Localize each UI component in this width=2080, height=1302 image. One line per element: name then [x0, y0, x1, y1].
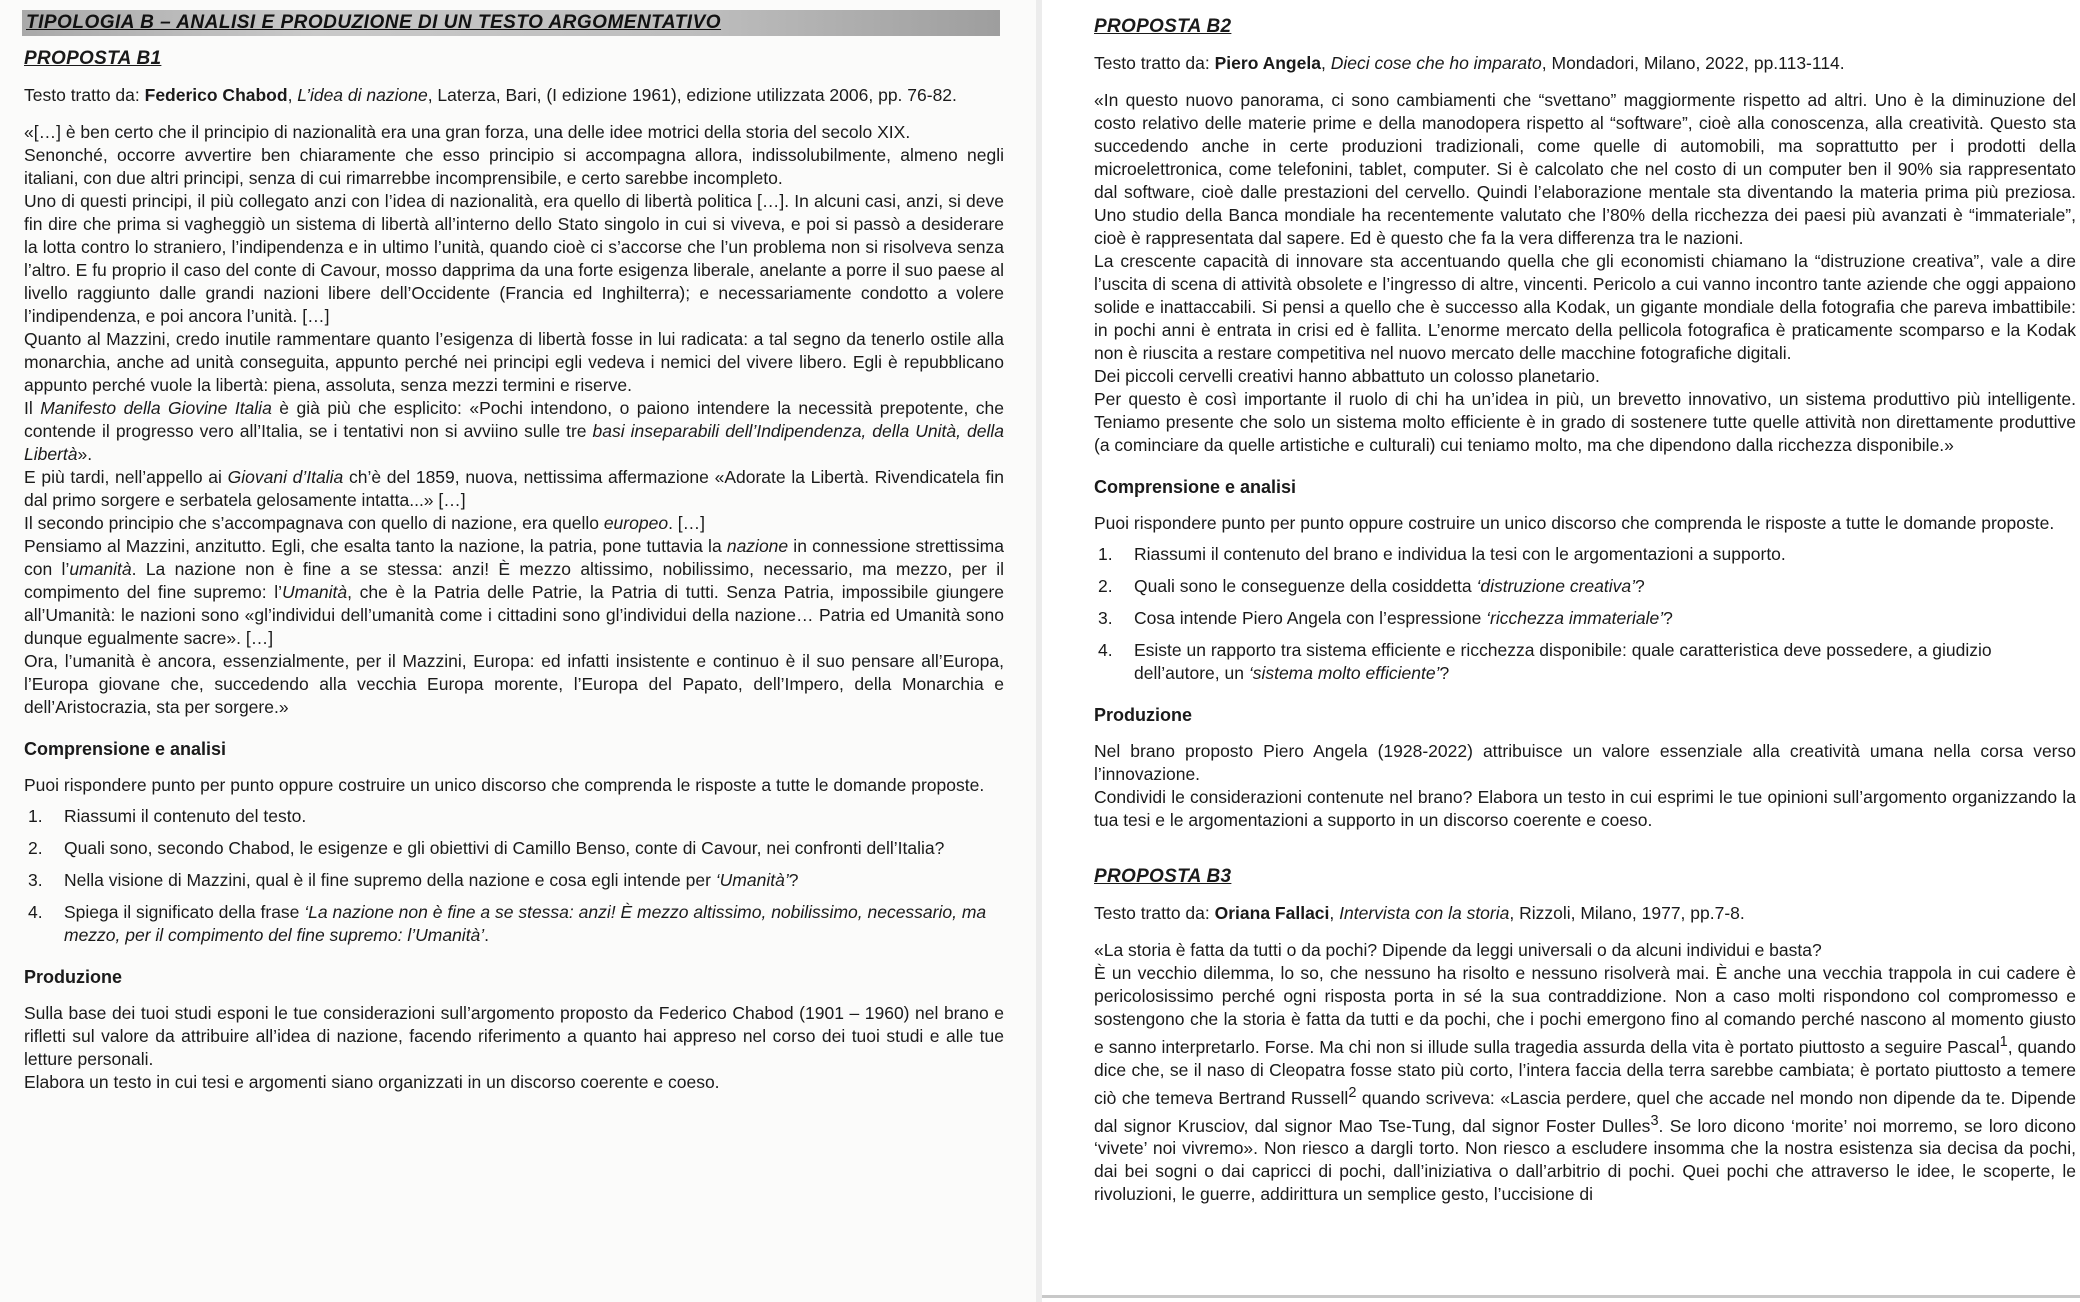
b2-paragraph: La crescente capacità di innovare sta accentuando quella che gli economisti chiamano la “distruzione creativa”, vale a dire l’uscita di scena di attività obsolete e l’ingresso di altre, vincenti. Pericolo a cui vanno incontro tante aziende che oggi appaiono solide e inattaccabili. Si pensi a quello che è successo alla Kodak, un gigante mondiale della fotografia che pareva imbattibile: in pochi anni è entrata in crisi ed è fallita. L’enorme mercato della pellicola fotografica è praticamente scomparso e la Kodak non è riuscita a restare competitiva nel nuovo mercato delle macchine fotografiche digitali.	[1094, 251, 2076, 363]
left-page	[0, 0, 1036, 1302]
b1-questions	[24, 805, 1004, 947]
right-page	[1042, 0, 2080, 1302]
left-page-content	[24, 10, 1004, 1094]
source-title: L’idea di nazione	[297, 85, 428, 105]
right-page-content	[1094, 14, 2076, 1206]
b1-paragraph: Senonché, occorre avvertire ben chiaramente che esso principio si accompagna allora, indissolubilmente, almeno negli italiani, con due altri principi, senza di cui rimarrebbe incomprensibile, e certo sarebbe incompleto.	[24, 145, 1004, 188]
b2-question: 3. Cosa intende Piero Angela con l’espressione ‘ricchezza immateriale’?	[1098, 608, 1673, 628]
b1-paragraph-last: Ora, l’umanità è ancora, essenzialmente, per il Mazzini, Europa: ed infatti insistente e continuo è il suo pensare all’Europa, l’Europa giovane che, succedendo alla vecchia Europa morente, l’Europa del Papato, dell’Impero, della Monarchia e dell’Aristocrazia, sta per sorgere.»	[24, 651, 1004, 717]
b3-paragraph: È un vecchio dilemma, lo so, che nessuno ha risolto e nessuno risolverà mai. È anche una vecchia trappola in cui cadere è pericolosissimo perché ogni risposta porta in sé la sua contraddizione. Non a caso molti rispondono col compromesso e sostengono che la storia è fatta da tutti e da pochi, che i pochi emergono fino al comando perché nascono al momento giusto e sanno interpretarlo. Forse. Ma chi non si illude sulla tragedia assurda della vita è portato piuttosto a seguire Pascal$^1$, quando dice che, se il naso di Cleopatra fosse stato più corto, l’intera faccia della terra sarebbe cambiata; è portato piuttosto a temere ciò che temeva Bertrand Russell$^2$ quando scriveva: «Lascia perdere, quel che accade nel mondo non dipende da te. Dipende dal signor Krusciov, dal signor Mao Tse-Tung, dal signor Foster Dulles$^3$. Se loro dicono ‘morite’ noi morremo, se loro dicono ‘vivete’ noi vivremo». Non riesco a dargli torto. Non riesco a escludere insomma che la nostra esistenza sia decisa da pochi, dai bei sogni o dai capricci di pochi, dall’iniziativa o dall’arbitrio di pochi. Quei pochi che attraverso le idee, le scoperte, le rivoluzioni, le guerre, addirittura un semplice gesto, l’uccisione di	[1094, 963, 2077, 1205]
proposal-b2-source: Testo tratto da: Piero Angela, Dieci cose che ho imparato, Mondadori, Milano, 2022, pp.113-114.	[1094, 53, 1845, 73]
b1-question: 3. Nella visione di Mazzini, qual è il fine supremo della nazione e cosa egli intende per ‘Umanità’?	[28, 870, 799, 890]
b2-paragraph: Per questo è così importante il ruolo di chi ha un’idea in più, un brevetto innovativo, un sistema produttivo più intelligente. Teniamo presente che solo un sistema molto efficiente è in grado di sostenere tutte quelle attività non direttamente produttive (a cominciare da quelle artistiche e culturali) cui teniamo molto, ma che dipendono dalla ricchezza disponibile.»	[1094, 389, 2076, 455]
b1-paragraph: «[…] è ben certo che il principio di nazionalità era una gran forza, una delle idee motrici della storia del secolo XIX.	[24, 122, 911, 142]
proposal-b3-title: PROPOSTA B3	[1094, 866, 1232, 887]
b1-comprehension-heading: Comprensione e analisi	[24, 739, 227, 759]
section-banner	[22, 10, 1000, 36]
b1-paragraph: Uno di questi principi, il più collegato anzi con l’idea di nazionalità, era quello di libertà politica […]. In alcuni casi, anzi, si deve fin dire che prima si vagheggiò un sistema di libertà all’interno dello Stato singolo in cui si viveva, e poi si passò a desiderare la lotta contro lo straniero, l’indipendenza e in ultimo l’unità, quando cioè ci s’accorse che l’un problema non si risolveva senza l’altro. E fu proprio il caso del conte di Cavour, mosso dapprima da una forte esigenza liberale, anelante a porre il suo paese al livello raggiunto dalle grandi nazioni libere dell’Occidente (Francia ed Inghilterra); e necessariamente condotto a volere l’indipendenza, e poi ancora l’unità. […]	[24, 191, 1004, 326]
source-rest: , Laterza, Bari, (I edizione 1961), edizione utilizzata 2006, pp. 76-82.	[427, 85, 957, 105]
b1-production-text: Elabora un testo in cui tesi e argomenti siano organizzati in un discorso coerente e coeso.	[24, 1072, 720, 1092]
b1-question: 2. Quali sono, secondo Chabod, le esigenze e gli obiettivi di Camillo Benso, conte di Cavour, nei confronti dell’Italia?	[28, 838, 945, 858]
b3-paragraph: «La storia è fatta da tutti o da pochi? Dipende da leggi universali o da alcuni individui e basta?	[1094, 940, 1822, 960]
b2-paragraph: Dei piccoli cervelli creativi hanno abbattuto un colosso planetario.	[1094, 366, 1600, 386]
b2-production-text: Condividi le considerazioni contenute nel brano? Elabora un testo in cui esprimi le tue opinioni sull’argomento organizzando la tua tesi e le argomentazioni a supporto in un discorso coerente e coeso.	[1094, 787, 2076, 830]
b1-paragraph-appello: E più tardi, nell’appello ai Giovani d’Italia ch’è del 1859, nuova, nettissima affermazione «Adorate la Libertà. Rivendicatela fin dal primo sorgere e serbatela gelosamente intatta...» […]	[24, 467, 1004, 510]
b1-paragraph-pensiamo: Pensiamo al Mazzini, anzitutto. Egli, che esalta tanto la nazione, la patria, pone tuttavia la nazione in connessione strettissima con l’umanità. La nazione non è fine a se stessa: anzi! È mezzo altissimo, nobilissimo, necessario, ma mezzo, per il compimento del fine supremo: l’Umanità, che è la Patria delle Patrie, la Patria di tutti. Senza Patria, impossibile giungere all’Umanità: le nazioni sono «gl’individui dell’umanità come i cittadini sono gl’individui della nazione… Patria ed Umanità sono dunque egualmente sacre». […]	[24, 536, 1005, 648]
b1-paragraph-secondo: Il secondo principio che s’accompagnava con quello di nazione, era quello europeo. […]	[24, 513, 706, 533]
b2-question: 2. Quali sono le conseguenze della cosiddetta ‘distruzione creativa’?	[1098, 576, 1645, 596]
b2-production-heading: Produzione	[1094, 705, 1192, 725]
proposal-b1-title: PROPOSTA B1	[24, 48, 162, 69]
b1-question: 1. Riassumi il contenuto del testo.	[28, 806, 307, 826]
source-prefix: Testo tratto da:	[24, 85, 145, 105]
b1-question: 4. Spiega il significato della frase ‘La nazione non è fine a se stessa: anzi! È mezzo altissimo, nobilissimo, necessario, ma mezzo, per il compimento del fine supremo: l’Umanità’.	[28, 902, 987, 945]
b2-comprehension-intro: Puoi rispondere punto per punto oppure costruire un unico discorso che comprenda le risposte a tutte le domande proposte.	[1094, 513, 2055, 533]
page-bottom-rule	[1042, 1295, 2080, 1298]
source-sep: ,	[287, 85, 298, 105]
section-banner-text: TIPOLOGIA B – ANALISI E PRODUZIONE DI UN TESTO ARGOMENTATIVO	[26, 12, 722, 33]
b2-production-text: Nel brano proposto Piero Angela (1928-2022) attribuisce un valore essenziale alla creatività umana nella corsa verso l’innovazione.	[1094, 741, 2076, 784]
footnote-ref: 2	[1348, 1084, 1357, 1101]
b2-comprehension-heading: Comprensione e analisi	[1094, 477, 1297, 497]
b1-comprehension-intro: Puoi rispondere punto per punto oppure costruire un unico discorso che comprenda le risposte a tutte le domande proposte.	[24, 775, 985, 795]
b2-question: 4. Esiste un rapporto tra sistema efficiente e ricchezza disponibile: quale caratteristica deve possedere, a giudizio dell’autore, un ‘sistema molto efficiente’?	[1098, 640, 1992, 683]
footnote-ref: 3	[1650, 1112, 1659, 1129]
b1-production-heading: Produzione	[24, 967, 122, 987]
source-author: Federico Chabod	[144, 85, 288, 105]
b1-production-text: Sulla base dei tuoi studi esponi le tue considerazioni sull’argomento proposto da Federico Chabod (1901 – 1960) nel brano e rifletti sul valore da attribuire all’idea di nazione, facendo riferimento a quanto hai appreso nel corso dei tuoi studi e alle tue letture personali.	[24, 1003, 1004, 1069]
b2-questions	[1094, 543, 2076, 685]
proposal-b2-title: PROPOSTA B2	[1094, 16, 1232, 37]
b2-question: 1. Riassumi il contenuto del brano e individua la tesi con le argomentazioni a supporto.	[1098, 544, 1786, 564]
b1-paragraph-manifesto: Il Manifesto della Giovine Italia è già più che esplicito: «Pochi intendono, o paiono intendere la necessità prepotente, che contende il progresso vero all’Italia, se i tentativi non si avviino sulle tre basi inseparabili dell’Indipendenza, della Unità, della Libertà».	[24, 398, 1005, 464]
b2-paragraph: «In questo nuovo panorama, ci sono cambiamenti che “svettano” maggiormente rispetto ad altri. Uno è la diminuzione del costo relativo delle materie prime e della manodopera rispetto al “software”, cioè alla conoscenza, alla creatività. Questo sta succedendo anche in certe produzioni tradizionali, come quelle di automobili, ma soprattutto per i prodotti della microelettronica, come telefonini, tablet, computer. Si è calcolato che nel costo di un computer ben il 90% sia rappresentato dal software, cioè dalle prestazioni del cervello. Quindi l’elaborazione mentale sta diventando la materia prima più preziosa. Uno studio della Banca mondiale ha recentemente valutato che l’80% della ricchezza dei paesi più avanzati è “immateriale”, cioè è rappresentata dal sapere. Ed è questo che fa la vera differenza tra le nazioni.	[1094, 90, 2076, 248]
footnote-ref: 1	[1999, 1034, 2008, 1050]
proposal-b3-source: Testo tratto da: Oriana Fallaci, Intervista con la storia, Rizzoli, Milano, 1977, pp.7-8.	[1094, 903, 1745, 923]
proposal-b1-source	[24, 84, 1004, 107]
b1-paragraph: Quanto al Mazzini, credo inutile rammentare quanto l’esigenza di libertà fosse in lui radicata: a tal segno da tenerlo ostile alla monarchia, anche ad unità conseguita, appunto perché nei principi egli vedeva i nemici del vivere libero. Egli è repubblicano appunto perché vuole la libertà: piena, assoluta, senza mezzi termini e riserve.	[24, 329, 1004, 395]
